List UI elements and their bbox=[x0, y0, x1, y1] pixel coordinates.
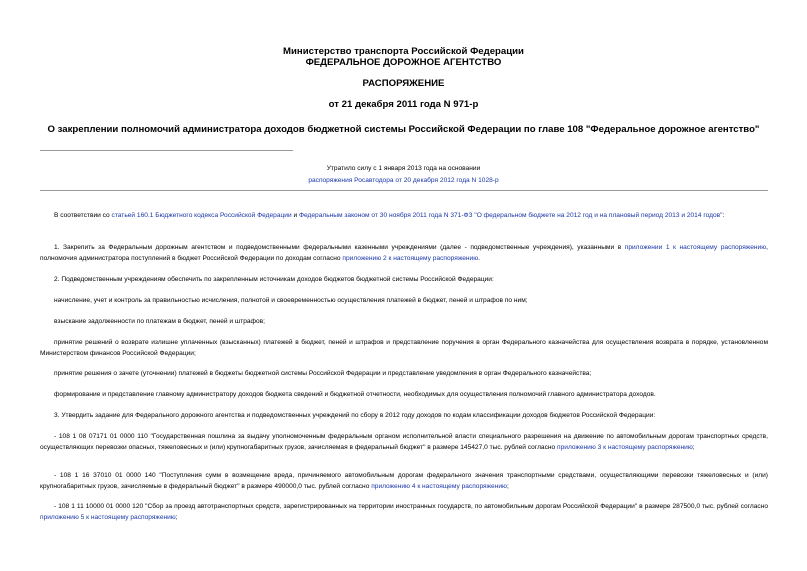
ministry-name: Министерство транспорта Российской Федерации bbox=[283, 46, 524, 57]
paragraph-2-item-e: формирование и представление главному администратору доходов бюджета сведений и бюджетной отчетности, необходимых для осуществления полномочий главного администратора доходов. bbox=[54, 391, 656, 398]
status-note-link-line bbox=[0, 175, 807, 187]
item-3-end: ; bbox=[175, 513, 178, 521]
p1-text-1: 1. Закрепить за Федеральным дорожным агентством и подведомственными федеральными казенными учреждениями (далее - подведомственные учреждения), указанными в bbox=[54, 244, 625, 251]
paragraph-3: 3. Утвердить задание для Федерального дорожного агентства и подведомственных учреждений по сбору в 2012 году доходов по кодам классификации доходов бюджетов Российской Федерации: bbox=[54, 412, 656, 419]
agency-name: ФЕДЕРАЛЬНОЕ ДОРОЖНОЕ АГЕНТСТВО bbox=[305, 57, 502, 68]
p1-text-3: . bbox=[478, 254, 481, 262]
paragraph-2-item-b: взыскание задолженности по платежам в бюджет, пеней и штрафов; bbox=[54, 318, 265, 325]
intro-text-3: : bbox=[722, 212, 725, 219]
intro-text-2: и bbox=[291, 212, 299, 219]
status-note: Утратило силу с 1 января 2013 года на основании bbox=[326, 165, 481, 172]
list-item bbox=[40, 502, 768, 523]
p1-text-2: , полномочия администратора поступлений в бюджет Российской Федерации по доходам согласно bbox=[40, 244, 768, 262]
list-item bbox=[40, 432, 768, 453]
paragraph-1 bbox=[40, 243, 768, 264]
paragraph-2-item-a: начисление, учет и контроль за правильностью исчисления, полнотой и своевременностью осуществления платежей в бюджет, пеней и штрафов по ним; bbox=[54, 297, 528, 304]
paragraph-2-item-d: принятие решения о зачете (уточнении) платежей в бюджеты бюджетной системы Российской Федерации и представление уведомления в орган Федерального казначейства; bbox=[54, 370, 592, 377]
repeal-order-link[interactable]: распоряжения Росавтодора от 20 декабря 2012 года N 1028-р bbox=[308, 177, 499, 184]
paragraph-2-item-c: принятие решений о возврате излишне уплаченных (взысканных) платежей в бюджет, пеней и штрафов и представление поручения в орган Федерального казначейства для осуществления возврата в порядке, установленном Министерством финансов Российской Федерации; bbox=[40, 339, 768, 357]
appendix-2-link[interactable]: приложению 2 к настоящему распоряжению bbox=[342, 254, 479, 262]
appendix-4-link[interactable]: приложению 4 к настоящему распоряжению bbox=[371, 482, 507, 490]
item-1-end: ; bbox=[692, 443, 695, 451]
paragraph-2: 2. Подведомственным учреждениям обеспечить по закрепленным источникам доходов бюджетов бюджетной системы Российской Федерации: bbox=[54, 276, 494, 283]
document-title: О закреплении полномочий администратора доходов бюджетной системы Российской Федерации по главе 108 "Федеральное дорожное агентство" bbox=[47, 124, 760, 135]
item-2-end: ; bbox=[506, 482, 509, 490]
item-3-text: - 108 1 11 10000 01 0000 120 "Сбор за проезд автотранспортных средств, зарегистрированных на территории иностранных государств, по автомобильным дорогам Российской Федерации" в размере 287500,0 тыс. рублей согласно bbox=[54, 503, 768, 510]
federal-law-link[interactable]: Федеральным законом от 30 ноября 2011 года N 371-ФЗ "О федеральном бюджете на 2012 год и на плановый период 2013 и 2014 годов" bbox=[299, 212, 723, 219]
appendix-3-link[interactable]: приложению 3 к настоящему распоряжению bbox=[557, 443, 693, 451]
list-item bbox=[40, 471, 768, 492]
item-1-text: - 108 1 08 07171 01 0000 110 "Государственная пошлина за выдачу уполномоченным федеральным органом исполнительной власти специального разрешения на движение по автомобильным дорогам транспортных средств, осуществляющих перевозки опасных, тяжеловесных и (или) крупногабаритных грузов, зачисляемая в федеральный бюджет" в размере 145427,0 тыс. рублей согласно bbox=[40, 433, 768, 451]
item-2-text: - 108 1 16 37010 01 0000 140 "Поступления сумм в возмещение вреда, причиняемого автомобильным дорогам федерального значения транспортными средствами, осуществляющими перевозки тяжеловесных и (или) крупногабаритных грузов, зачисляемые в федеральный бюджет" в размере 490000,0 тыс. рублей согласно bbox=[40, 472, 768, 490]
intro-paragraph bbox=[40, 211, 768, 222]
document-type: РАСПОРЯЖЕНИЕ bbox=[362, 78, 445, 89]
budget-code-link[interactable]: статьей 160.1 Бюджетного кодекса Российской Федерации bbox=[111, 212, 292, 219]
divider-full bbox=[40, 190, 768, 191]
appendix-5-link[interactable]: приложению 5 к настоящему распоряжению bbox=[40, 513, 176, 521]
divider-short bbox=[40, 150, 293, 151]
document-date: от 21 декабря 2011 года N 971-р bbox=[328, 99, 479, 110]
appendix-1-link[interactable]: приложении 1 к настоящему распоряжению bbox=[624, 244, 767, 251]
intro-text-1: В соответствии со bbox=[54, 212, 112, 219]
